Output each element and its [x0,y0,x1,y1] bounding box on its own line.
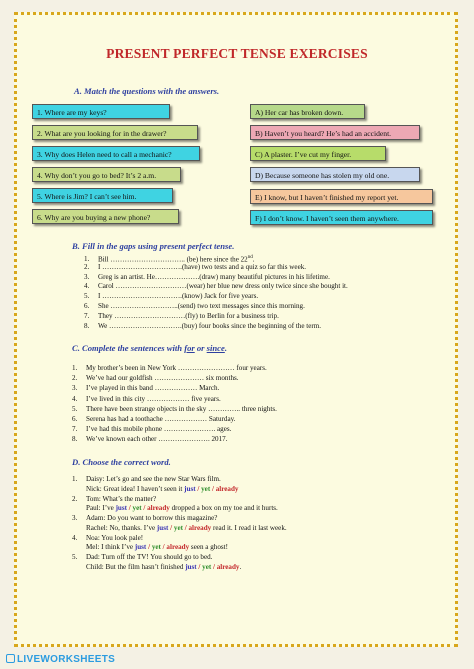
option-separator: / [198,562,203,571]
section-b-heading: B. Fill in the gaps using present perfect tense. [72,241,235,251]
fill-gap-item [84,263,306,272]
option-yet[interactable]: yet [173,523,185,532]
question-box-5[interactable]: 5. Where is Jim? I can’t see him. [32,188,173,203]
item-number: 7. [72,425,78,434]
option-just[interactable]: just [185,562,199,571]
dialogue-text: Rachel: No, thanks. I’ve [86,523,157,532]
option-yet[interactable]: yet [202,562,213,571]
item-text-tail: . [252,255,255,264]
item-text[interactable]: I’ve had this mobile phone …………………. ages. [86,425,232,434]
dialogue-line-2 [86,563,241,572]
question-box-4[interactable]: 4. Why don’t you go to bed? It’s 2 a.m. [32,167,181,182]
dialogue-text: Mel: I think I’ve [86,543,135,551]
fill-gap-item [84,312,279,321]
section-d-heading: D. Choose the correct word. [72,457,171,467]
item-number: 5. [72,553,78,561]
dialogue-line-1 [72,495,156,504]
option-yet[interactable]: yet [201,484,212,493]
option-separator: / [211,484,216,493]
option-just[interactable]: just [134,543,149,551]
item-number: 4. [84,282,90,291]
item-number: 6. [72,415,78,423]
fill-gap-item [84,322,321,331]
item-text[interactable]: Bill ………………………….. (be) here since the 22 [98,255,248,264]
dialogue-line-2 [86,543,228,552]
section-c-heading: C. Complete the sentences with for or since. [72,343,227,353]
item-number: 1. [72,364,78,372]
dialogue-text: Dad: Turn off the TV! You should go to bed. [86,553,213,561]
answer-box-f[interactable]: F) I don’t know. I haven’t seen them anywhere. [250,210,433,225]
dialogue-line-2 [86,485,238,494]
dialogue-text-tail: read it. I read it last week. [211,523,287,532]
item-number: 3. [84,272,90,281]
item-text[interactable]: Serena has had a toothache ……………… Saturday. [86,415,236,423]
item-number: 3. [72,514,78,522]
option-separator: / [143,504,148,512]
option-yet[interactable]: yet [151,543,163,551]
option-just[interactable]: just [115,504,129,512]
item-text[interactable]: I …………………………….(know) Jack for five years. [98,292,259,301]
dialogue-line-1 [72,553,212,562]
for-since-item [72,435,227,444]
fill-gap-item [84,282,348,291]
dialogue-text-tail: dropped a box on my toe and it hurts. [169,504,278,512]
item-text[interactable]: We’ve had our goldfish ………………… six months. [86,374,239,383]
item-number: 2. [72,494,78,503]
item-number: 2. [72,374,78,383]
item-text[interactable]: My brother’s been in New York …………………… four years. [86,364,267,372]
liveworksheets-logo-icon [6,654,15,663]
dialogue-text-tail: . [239,562,242,571]
item-text[interactable]: They …………………………(fly) to Berlin for a business trip. [98,311,279,320]
keyword-for: for [184,343,195,353]
item-text[interactable]: She ………………………..(send) two text messages since this morning. [98,302,305,310]
item-text[interactable]: I’ve played in this band ……………… March. [86,384,220,393]
option-separator: / [213,562,217,571]
dialogue-line-2 [86,504,278,513]
item-number: 8. [84,321,90,330]
answer-box-a[interactable]: A) Her car has broken down. [250,104,365,119]
item-number: 7. [84,311,90,320]
option-separator: / [197,484,202,493]
for-since-item [72,374,239,383]
item-text[interactable]: We’ve known each other …………………. 2017. [86,435,228,444]
for-since-item [72,405,277,414]
option-separator: / [148,543,152,551]
option-already[interactable]: already [166,543,190,551]
keyword-since: since [206,343,225,353]
item-number: 5. [72,404,78,413]
dialogue-text: Adam: Do you want to borrow this magazine? [86,514,218,522]
answer-box-b[interactable]: B) Haven’t you heard? He’s had an accident. [250,125,420,140]
item-number: 3. [72,384,78,393]
item-number: 4. [72,394,78,403]
item-number: 5. [84,292,90,301]
question-box-1[interactable]: 1. Where are my keys? [32,104,170,119]
option-already[interactable]: already [215,484,239,493]
item-number: 4. [72,533,78,542]
answer-box-d[interactable]: D) Because someone has stolen my old one. [250,167,420,182]
dialogue-text: Noa: You look pale! [86,533,144,542]
dialogue-line-1 [72,514,217,523]
for-since-item [72,425,231,434]
option-already[interactable]: already [216,562,240,571]
fill-gap-item [84,292,258,301]
dialogue-line-2 [86,524,287,533]
question-box-2[interactable]: 2. What are you looking for in the drawer? [32,125,198,140]
dialogue-text: Child: But the film hasn’t finished [86,562,186,571]
item-text[interactable]: I’ve lived in this city ……………… five years. [86,394,221,403]
dialogue-text: Tom: What’s the matter? [86,494,157,503]
page-title: PRESENT PERFECT TENSE EXERCISES [106,46,368,61]
option-yet[interactable]: yet [132,504,144,512]
answer-box-c[interactable]: C) A plaster. I’ve cut my finger. [250,146,386,161]
item-text[interactable]: We ………………………….(buy) four books since the beginning of the term. [98,321,322,330]
dialogue-text: Nick: Great idea! I haven’t seen it [86,484,185,493]
item-number: 1. [84,255,90,264]
fill-gap-item [84,273,330,282]
for-since-item [72,364,267,373]
item-number: 2. [84,262,90,271]
section-a-heading: A. Match the questions with the answers. [74,86,220,96]
item-number: 8. [72,435,78,444]
for-since-item [72,384,219,393]
item-text[interactable]: There have been strange objects in the sky ………….. three nights. [86,404,277,413]
dialogue-line-1 [72,534,143,543]
ordinal-suffix: nd [247,255,253,260]
option-just[interactable]: just [184,484,198,493]
option-already[interactable]: already [188,523,212,532]
dialogue-text: Paul: I’ve [86,504,116,512]
dialogue-text: Daisy: Let’s go and see the new Star Wars film. [86,475,221,483]
option-separator: / [162,543,167,551]
dialogue-line-1 [72,475,221,484]
option-separator: / [184,523,189,532]
item-number: 6. [84,302,90,310]
answer-box-e[interactable]: E) I know, but I haven’t finished my report yet. [250,189,433,204]
for-since-item [72,395,221,404]
item-text[interactable]: I …………………………….(have) two tests and a quiz so far this week. [98,262,307,271]
item-text[interactable]: Greg is an artist. He……………….(draw) many beautiful pictures in his lifetime. [98,272,330,281]
option-just[interactable]: just [156,523,171,532]
option-separator: / [170,523,174,532]
for-since-item [72,415,235,424]
liveworksheets-logo: LIVEWORKSHEETS [6,654,115,665]
item-number: 1. [72,475,78,483]
option-already[interactable]: already [147,504,170,512]
option-separator: / [128,504,133,512]
dialogue-text-tail: seen a ghost! [189,543,228,551]
fill-gap-item [84,302,305,311]
item-text[interactable]: Carol …………………………(wear) her blue new dress only twice since she bought it. [98,282,348,291]
question-box-3[interactable]: 3. Why does Helen need to call a mechanic? [32,146,200,161]
question-box-6[interactable]: 6. Why are you buying a new phone? [32,209,179,224]
